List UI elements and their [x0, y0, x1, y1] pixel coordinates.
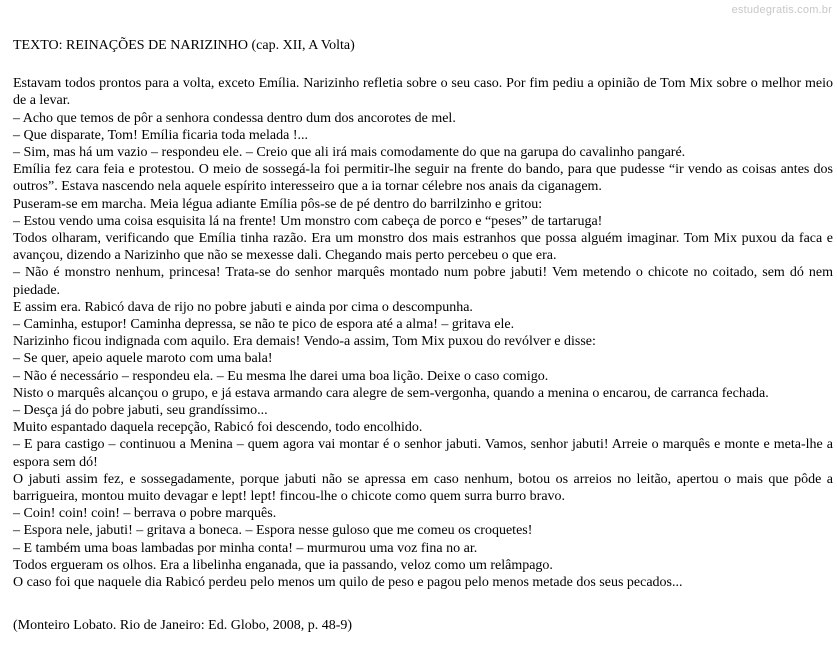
text-paragraph: – Estou vendo uma coisa esquisita lá na frente! Um monstro com cabeça de porco e “peses” de tartaruga!: [13, 213, 603, 229]
text-paragraph: – Não é necessário – respondeu ela. – Eu mesma lhe darei uma boa lição. Deixe o caso comigo.: [13, 368, 549, 384]
text-paragraph: Estavam todos prontos para a volta, exceto Emília. Narizinho refletia sobre o seu caso. Por fim pediu a opinião de Tom Mix sobre o melhor meio de a levar.: [13, 76, 833, 109]
text-paragraph: – Não é monstro nenhum, princesa! Trata-se do senhor marquês montado num pobre jabuti! Vem metendo o chicote no coitado, sem dó nem piedade.: [13, 265, 833, 298]
text-paragraph: – Coin! coin! coin! – berrava o pobre marquês.: [13, 506, 277, 522]
text-paragraph: E assim era. Rabicó dava de rijo no pobre jabuti e ainda por cima o descompunha.: [13, 299, 473, 315]
text-paragraph: – Acho que temos de pôr a senhora condessa dentro dum dos ancorotes de mel.: [13, 110, 456, 126]
text-paragraph: – E também uma boas lambadas por minha conta! – murmurou uma voz fina no ar.: [13, 540, 478, 556]
text-paragraph: – Que disparate, Tom! Emília ficaria toda melada !...: [13, 127, 308, 143]
document-title: TEXTO: REINAÇÕES DE NARIZINHO (cap. XII, A Volta): [13, 38, 355, 53]
text-paragraph: O jabuti assim fez, e sossegadamente, porque jabuti não se apressa em caso nenhum, botou os arreios no leitão, apertou o mais que pôde a barrigueira, montou muito devagar e lept! lept! fincou-lhe o chicote como quem surra burro bravo.: [13, 471, 833, 505]
text-paragraph: Puseram-se em marcha. Meia légua adiante Emília pôs-se de pé dentro do barrilzinho e gritou:: [13, 196, 543, 212]
watermark-site-label: estudegratis.com.br: [731, 4, 832, 16]
text-paragraph: Emília fez cara feia e protestou. O meio de sossegá-la foi permitir-lhe seguir na frente do bando, para que pudesse “ir vendo as coisas antes dos outros”. Estava nascendo nela aquele espírito interesseiro que a ia tornar célebre nos anais da ciganagem.: [13, 162, 833, 195]
text-paragraph: Narizinho ficou indignada com aquilo. Era demais! Vendo-a assim, Tom Mix puxou do revólver e disse:: [13, 334, 596, 350]
text-paragraph: Todos olharam, verificando que Emília tinha razão. Era um monstro dos mais estranhos que possa alguém imaginar. Tom Mix puxou da faca e avançou, dizendo a Narizinho que não se mexesse dali. Chegando mais perto percebeu o que era.: [13, 231, 833, 264]
document-body: [13, 75, 833, 591]
text-paragraph: – Caminha, estupor! Caminha depressa, se não te pico de espora até a alma! – gritava ele.: [13, 317, 515, 333]
document-page: [13, 0, 833, 635]
text-paragraph: – Sim, mas há um vazio – respondeu ele. – Creio que ali irá mais comodamente do que na garupa do cavalinho pangaré.: [13, 145, 686, 161]
text-paragraph: Nisto o marquês alcançou o grupo, e já estava armando cara alegre de sem-vergonha, quando a menina o encarou, de carranca fechada.: [13, 385, 769, 401]
text-paragraph: – Desça já do pobre jabuti, seu grandíssimo...: [13, 403, 268, 419]
text-paragraph: – E para castigo – continuou a Menina – quem agora vai montar é o senhor jabuti. Vamos, senhor jabuti! Arreie o marquês e monte e meta-lhe a espora sem dó!: [13, 437, 833, 470]
text-paragraph: – Espora nele, jabuti! – gritava a boneca. – Espora nesse guloso que me comeu os croquetes!: [13, 523, 533, 539]
text-paragraph: O caso foi que naquele dia Rabicó perdeu pelo menos um quilo de peso e pagou pelo menos metade dos seus pecados...: [13, 575, 683, 591]
citation-reference: (Monteiro Lobato. Rio de Janeiro: Ed. Globo, 2008, p. 48-9): [13, 618, 353, 634]
text-paragraph: – Se quer, apeio aquele maroto com uma bala!: [13, 351, 273, 367]
text-paragraph: Muito espantado daquela recepção, Rabicó foi descendo, todo encolhido.: [13, 420, 423, 436]
text-paragraph: Todos ergueram os olhos. Era a libelinha enganada, que ia passando, veloz como um relâmpago.: [13, 557, 553, 573]
